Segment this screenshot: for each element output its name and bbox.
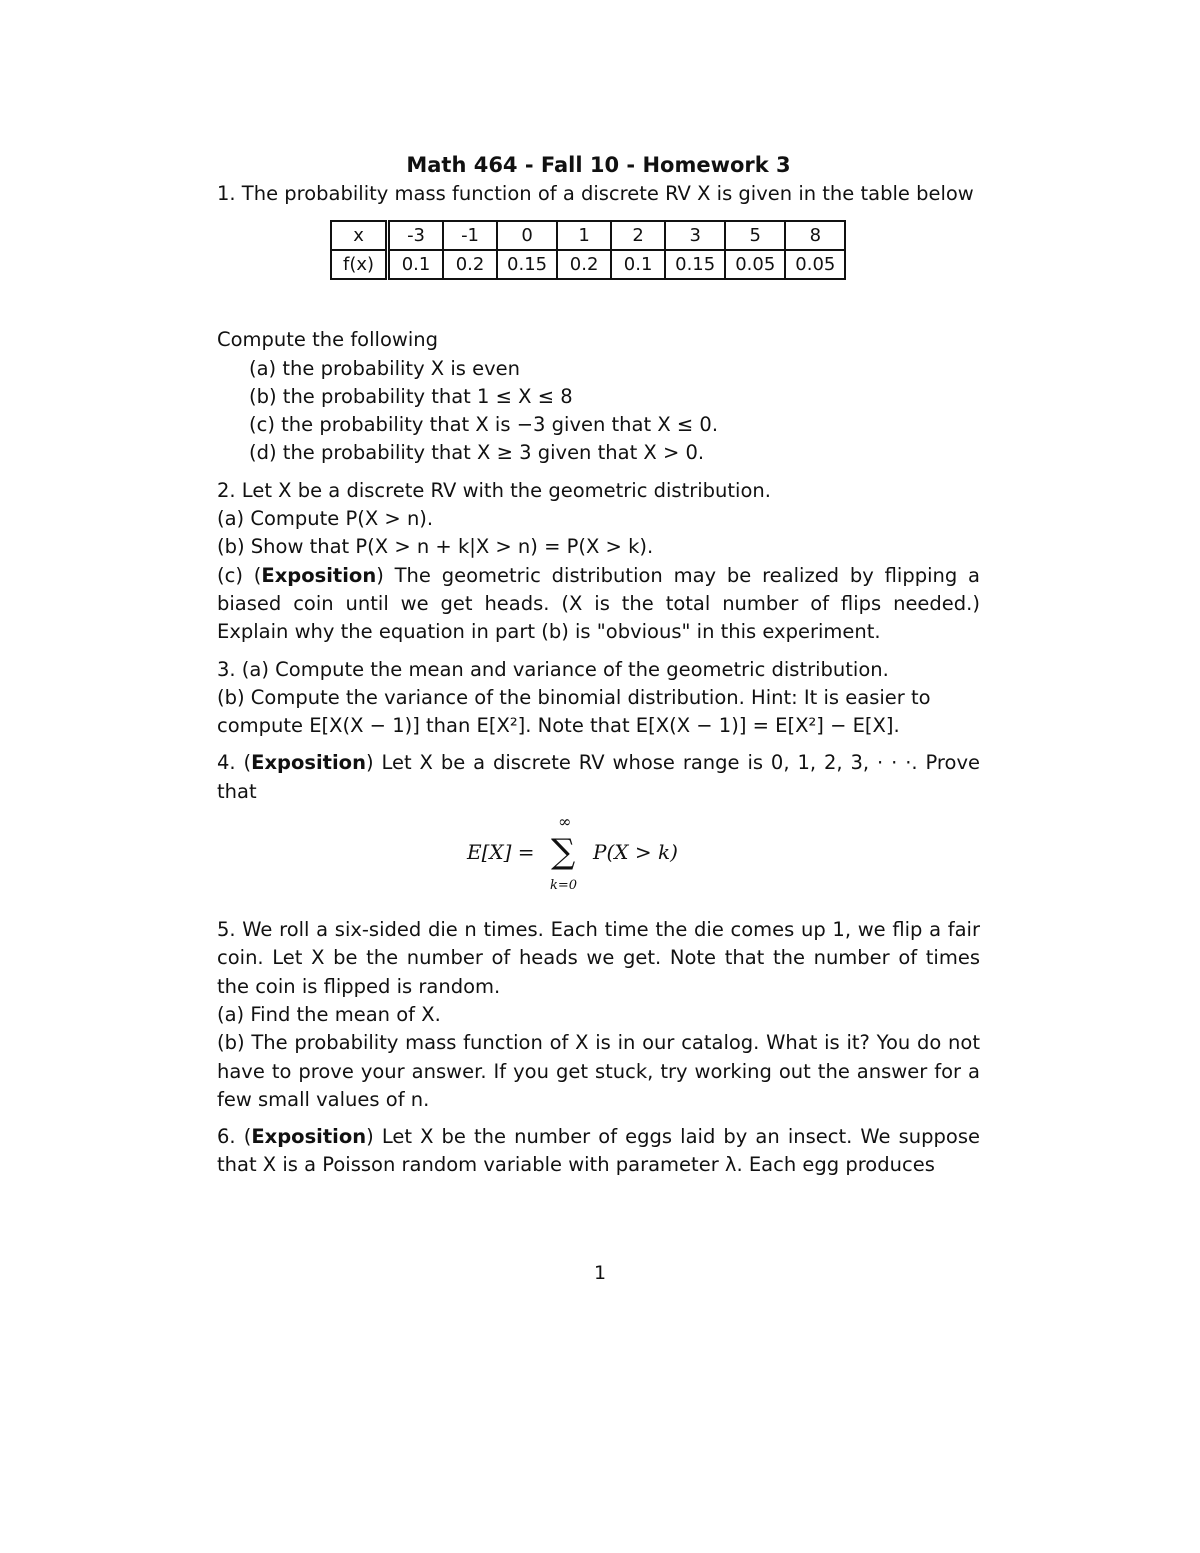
formula-lhs: E[X] = bbox=[467, 840, 535, 865]
q1-compute: Compute the following bbox=[217, 328, 438, 352]
q1-intro: 1. The probability mass function of a discrete RV X is given in the table below bbox=[217, 182, 974, 205]
q4-body: ) Let X be a discrete RV whose range is 0, 1, 2, 3, · · ·. Prove that bbox=[217, 751, 980, 803]
q2-c-text: ) The geometric distribution may be realized by flipping a biased coin until we get heads. (X is the total number of flips needed.) Explain why the equation in part (b) is "obvious" in this experiment. bbox=[217, 563, 980, 644]
document-page bbox=[217, 150, 980, 1180]
table-cell: 0.2 bbox=[443, 250, 497, 279]
table-cell: 3 bbox=[665, 221, 725, 250]
q4-prefix: 4. ( bbox=[217, 751, 252, 775]
table-cell: 0 bbox=[497, 221, 557, 250]
table-cell: 0.15 bbox=[665, 250, 725, 279]
table-cell: 5 bbox=[725, 221, 785, 250]
q2-part-a: (a) Compute P(X > n). bbox=[217, 507, 434, 531]
q2-part-c bbox=[217, 562, 980, 647]
q6-body: ) Let X be the number of eggs laid by an insect. We suppose that X is a Poisson random variable with parameter λ. Each egg produces bbox=[217, 1125, 980, 1177]
table-cell: 0.05 bbox=[785, 250, 845, 279]
table-header-f: f(x) bbox=[331, 250, 388, 279]
table-cell: 0.15 bbox=[497, 250, 557, 279]
q1-part-b: (b) the probability that 1 ≤ X ≤ 8 bbox=[249, 384, 573, 408]
table-cell: -1 bbox=[443, 221, 497, 250]
table-cell: 0.05 bbox=[725, 250, 785, 279]
table-cell: 0.1 bbox=[388, 250, 444, 279]
q1-part-c: (c) the probability that X is −3 given that X ≤ 0. bbox=[249, 413, 719, 437]
q3-part-b-line2: compute E[X(X − 1)] than E[X²]. Note that E[X(X − 1)] = E[X²] − E[X]. bbox=[217, 714, 900, 738]
q6-prefix: 6. ( bbox=[217, 1125, 252, 1149]
q3-part-b-line1: (b) Compute the variance of the binomial distribution. Hint: It is easier to bbox=[217, 685, 931, 709]
q1-part-d: (d) the probability that X ≥ 3 given that X > 0. bbox=[249, 441, 705, 465]
table-header-x: x bbox=[331, 221, 388, 250]
formula-lower-limit: k=0 bbox=[550, 878, 578, 894]
formula-rhs: P(X > k) bbox=[593, 840, 678, 865]
q3-part-a: 3. (a) Compute the mean and variance of the geometric distribution. bbox=[217, 657, 889, 681]
table-row-f bbox=[331, 250, 845, 279]
q1-part-a: (a) the probability X is even bbox=[249, 356, 521, 380]
page-title: Math 464 - Fall 10 - Homework 3 bbox=[406, 153, 791, 177]
page-number: 1 bbox=[593, 1262, 607, 1284]
exposition-label: Exposition bbox=[251, 1125, 367, 1149]
sigma-symbol: ∑ bbox=[551, 832, 576, 873]
table-cell: 0.2 bbox=[557, 250, 611, 279]
q2-line1: 2. Let X be a discrete RV with the geometric distribution. bbox=[217, 478, 771, 502]
q4-text bbox=[217, 749, 980, 806]
sum-formula bbox=[217, 812, 980, 904]
pmf-table bbox=[330, 220, 846, 280]
q5-intro: 5. We roll a six-sided die n times. Each time the die comes up 1, we flip a fair coin. Let X be the number of heads we get. Note that the number of times the coin is flipped is random. bbox=[217, 918, 980, 998]
table-cell: 8 bbox=[785, 221, 845, 250]
q5-part-a: (a) Find the mean of X. bbox=[217, 1002, 441, 1026]
formula-upper-limit: ∞ bbox=[558, 812, 572, 832]
q5-part-b: (b) The probability mass function of X is in our catalog. What is it? You do not have to prove your answer. If you get stuck, try working out the answer for a few small values of n. bbox=[217, 1031, 980, 1111]
q2-c-prefix: (c) ( bbox=[217, 563, 262, 587]
exposition-label: Exposition bbox=[261, 563, 377, 587]
table-row-x bbox=[331, 221, 845, 250]
table-cell: 0.1 bbox=[611, 250, 665, 279]
table-cell: 1 bbox=[557, 221, 611, 250]
exposition-label: Exposition bbox=[251, 751, 366, 775]
q6-text bbox=[217, 1123, 980, 1180]
table-cell: 2 bbox=[611, 221, 665, 250]
table-cell: -3 bbox=[388, 221, 444, 250]
q2-part-b: (b) Show that P(X > n + k|X > n) = P(X > k). bbox=[217, 535, 654, 559]
